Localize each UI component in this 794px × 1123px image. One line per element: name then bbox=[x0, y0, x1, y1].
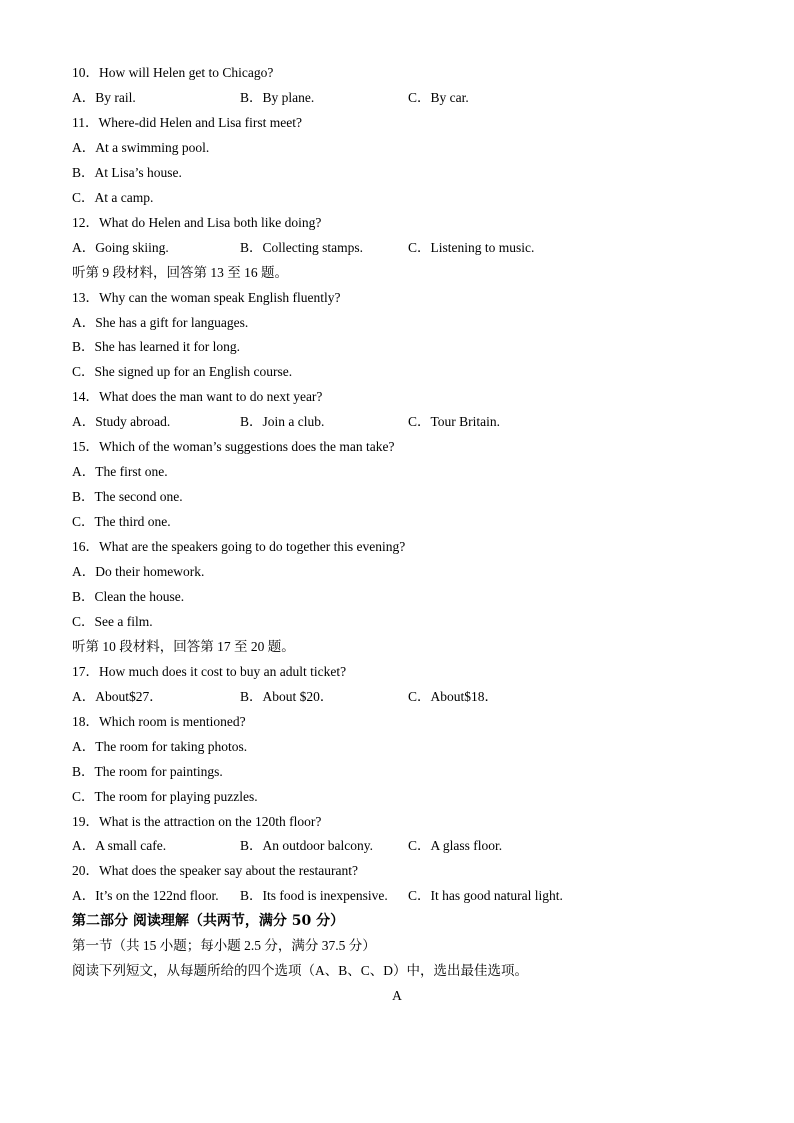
question-text: 20．What does the speaker say about the restaurant? bbox=[72, 863, 359, 879]
question-text: 14．What does the man want to do next year? bbox=[72, 389, 323, 405]
answer-option: A．She has a gift for languages. bbox=[72, 314, 249, 330]
answer-option: C．At a camp. bbox=[72, 189, 154, 205]
answer-option: A．The first one. bbox=[72, 464, 168, 480]
answer-option: A．A small cafe. bbox=[72, 838, 167, 854]
passage-label: A bbox=[392, 988, 402, 1003]
instruction: 阅读下列短文，从每题所给的四个选项（A、B、C、D）中，选出最佳选项。 bbox=[72, 963, 529, 978]
answer-option: B．Clean the house. bbox=[72, 588, 185, 604]
answer-option: A．It’s on the 122nd floor. bbox=[72, 888, 219, 904]
option-row bbox=[72, 414, 576, 430]
part-heading: 第二部分 阅读理解（共两节，满分 50 分） bbox=[72, 913, 345, 929]
answer-option: B．An outdoor balcony. bbox=[240, 838, 373, 854]
option-row bbox=[72, 90, 576, 106]
question-text: 10．How will Helen get to Chicago? bbox=[72, 65, 274, 80]
answer-option: B．The room for paintings. bbox=[72, 763, 223, 779]
option-row bbox=[72, 888, 576, 904]
answer-option: B．Its food is inexpensive. bbox=[240, 888, 388, 904]
answer-option: B．At Lisa’s house. bbox=[72, 164, 182, 180]
answer-option: 听第 10 段材料，回答第 17 至 20 题。 bbox=[72, 638, 295, 654]
answer-option: B．Collecting stamps. bbox=[240, 239, 363, 255]
answer-option: C．The room for playing puzzles. bbox=[72, 788, 258, 804]
answer-option: B．Join a club. bbox=[240, 414, 325, 430]
answer-option: A．About$27． bbox=[72, 688, 163, 704]
question-text: 12．What do Helen and Lisa both like doing? bbox=[72, 214, 322, 230]
answer-option: A．At a swimming pool. bbox=[72, 139, 210, 155]
option-row bbox=[72, 689, 576, 705]
answer-option: C．She signed up for an English course. bbox=[72, 364, 293, 380]
question-text: 17．How much does it cost to buy an adult ticket? bbox=[72, 663, 347, 679]
answer-option: A．Do their homework. bbox=[72, 564, 205, 579]
answer-option: C．It has good natural light. bbox=[408, 888, 563, 904]
section-note: 第一节（共 15 小题；每小题 2.5 分，满分 37.5 分） bbox=[72, 938, 376, 953]
answer-option: C．See a film. bbox=[72, 613, 153, 629]
answer-option: A．By rail. bbox=[72, 89, 136, 105]
question-text: 13．Why can the woman speak English fluently? bbox=[72, 289, 341, 305]
answer-option: C．Listening to music. bbox=[408, 239, 535, 255]
question-text: 19．What is the attraction on the 120th floor? bbox=[72, 813, 322, 829]
answer-option: A．Study abroad. bbox=[72, 414, 171, 430]
answer-option: C．About$18． bbox=[408, 688, 499, 704]
answer-option: C．By car. bbox=[408, 89, 469, 105]
question-text: 16．What are the speakers going to do together this evening? bbox=[72, 539, 406, 555]
answer-option: A．The room for taking photos. bbox=[72, 738, 248, 754]
answer-option: B．The second one. bbox=[72, 489, 183, 505]
answer-option: A．Going skiing. bbox=[72, 239, 169, 255]
answer-option: C．A glass floor. bbox=[408, 838, 503, 854]
answer-option: B．By plane. bbox=[240, 89, 315, 105]
answer-option: B．She has learned it for long. bbox=[72, 339, 240, 355]
question-text: 15．Which of the woman’s suggestions does the man take? bbox=[72, 439, 395, 455]
answer-option: C．The third one. bbox=[72, 514, 171, 530]
option-row bbox=[72, 240, 576, 256]
answer-option: 听第 9 段材料，回答第 13 至 16 题。 bbox=[72, 264, 288, 280]
option-row bbox=[72, 838, 576, 854]
question-text: 18．Which room is mentioned? bbox=[72, 713, 246, 729]
question-text: 11．Where-did Helen and Lisa first meet? bbox=[72, 114, 303, 130]
answer-option: C．Tour Britain. bbox=[408, 414, 501, 430]
answer-option: B．About $20． bbox=[240, 688, 334, 704]
